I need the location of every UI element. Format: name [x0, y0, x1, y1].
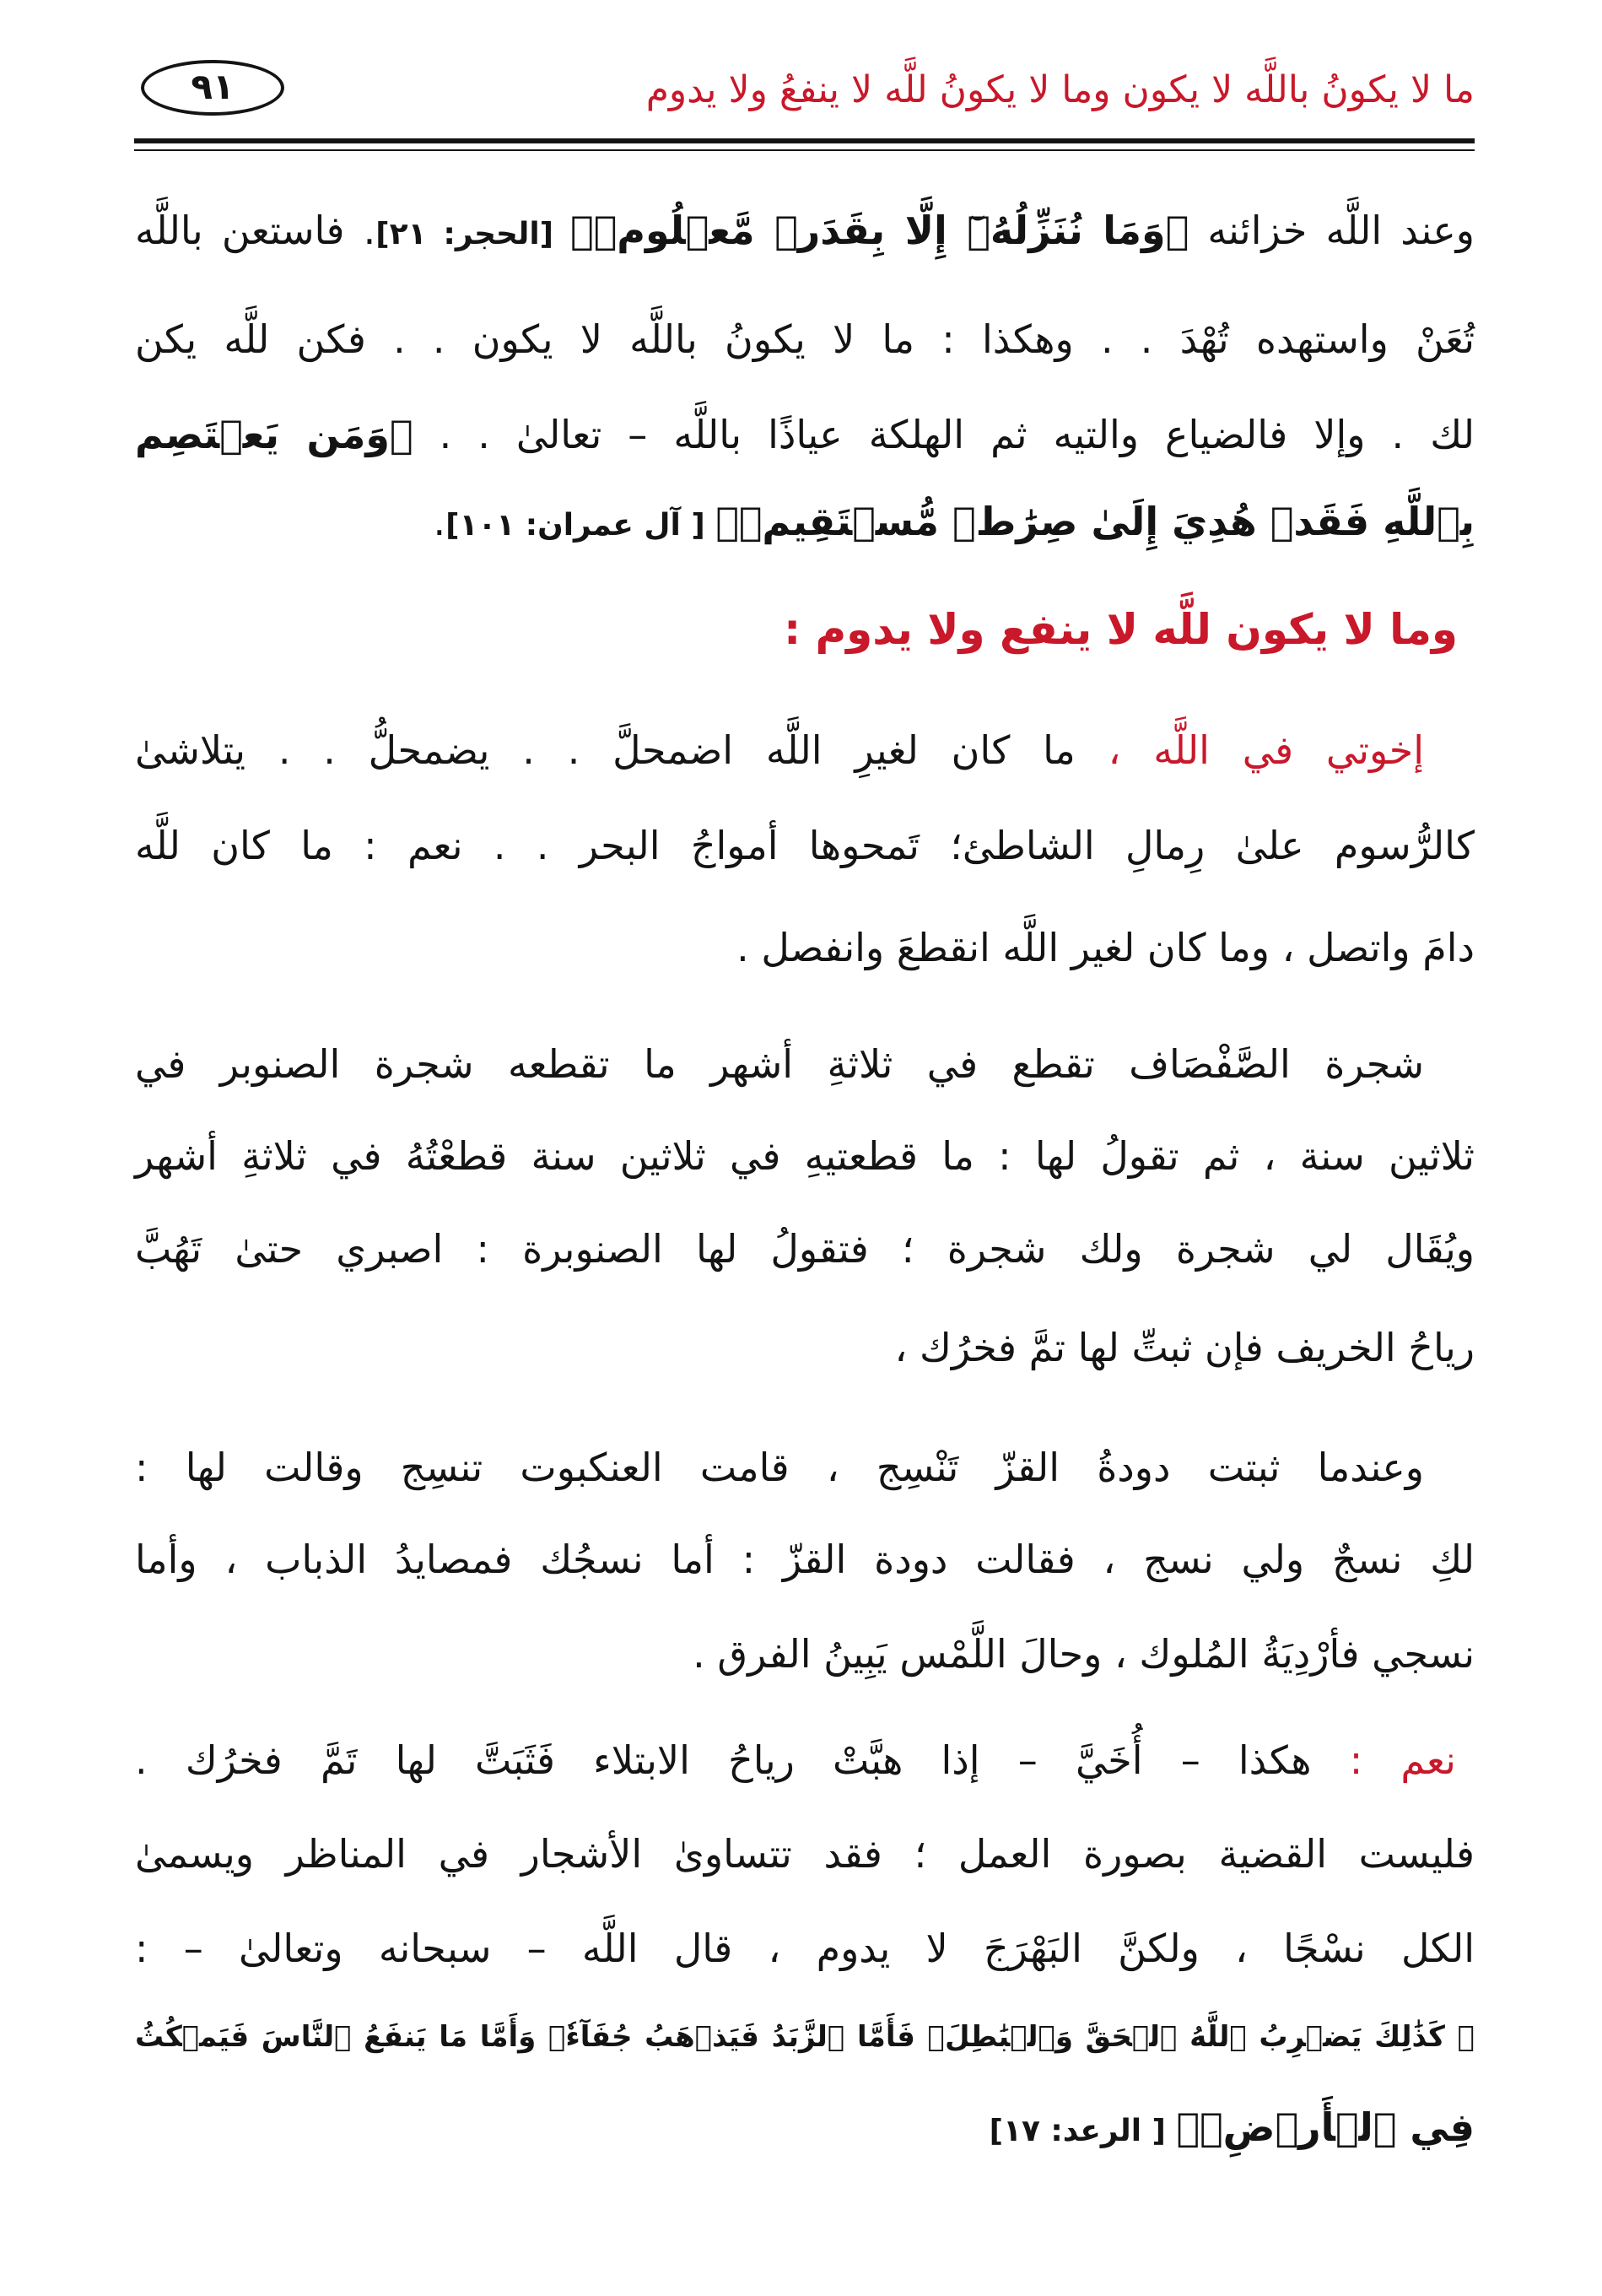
line-text: فليست القضية بصورة العمل ؛ فقد تتساوىٰ الأشجار في المناظر ويسمىٰ [135, 1831, 1475, 1877]
text-line [135, 1995, 1475, 2079]
highlighted-phrase: نعم : [1349, 1737, 1456, 1783]
line-text: وعندما ثبتت دودةُ القزّ تَنْسِج ، قامت العنكبوت تنسِج وقالت لها : [135, 1445, 1424, 1490]
line-text: الكل نسْجًا ، ولكنَّ البَهْرَجَ لا يدوم ، قال اللَّه – سبحانه وتعالىٰ – : [135, 1926, 1475, 1971]
text-line [135, 1812, 1475, 1896]
text-line [135, 188, 1475, 273]
line-text: رياحُ الخريف فإن ثبتِّ لها تمَّ فخرُك ، [894, 1325, 1475, 1370]
text-line [135, 1305, 1475, 1390]
text-line [135, 1517, 1475, 1602]
text-line [135, 392, 1475, 477]
line-text: كالرُّسوم علىٰ رِمالِ الشاطئ؛ تَمحوها أمواجُ البحر . . نعم : ما كان للَّه [135, 823, 1475, 868]
text-line [135, 1906, 1475, 1991]
line-text: . فاستعن باللَّه [135, 208, 376, 253]
line-text: وعند اللَّه خزائنه [1189, 208, 1475, 253]
line-text: . [433, 499, 446, 544]
text-line [135, 905, 1475, 990]
verse-citation: [الحجر: ٢١] [375, 217, 571, 251]
line-text: ما كان لغيرِ اللَّه اضمحلَّ . . يضمحلُّ . . يتلاشىٰ [135, 727, 1108, 773]
highlighted-phrase: إخوتي في اللَّه ، [1108, 727, 1424, 773]
text-line [135, 1207, 1475, 1291]
running-title: ما لا يكونُ باللَّه لا يكون وما لا يكونُ للَّه لا ينفعُ ولا يدوم [645, 68, 1475, 111]
verse-citation: [ آل عمران: ١٠١] [445, 508, 716, 543]
header-rule-thin [134, 149, 1475, 151]
text-line [135, 1612, 1475, 1696]
quran-verse: ﴿وَمَن يَعۡتَصِم [135, 412, 413, 457]
text-line [135, 2085, 1475, 2169]
text-line [135, 479, 1475, 564]
line-text: لك . وإلا فالضياع والتيه ثم الهلكة عياذًا باللَّه – تعالىٰ . . [413, 412, 1475, 457]
text-line [135, 297, 1475, 381]
text-line [135, 1425, 1475, 1510]
quran-verse: ﴿ كَذَٰلِكَ يَضۡرِبُ ٱللَّهُ ٱلۡحَقَّ وَٱلۡبَٰطِلَۚ فَأَمَّا ٱلزَّبَدُ فَيَذۡهَبُ جُفَآءٗۖ وَأَمَّا مَا يَنفَعُ ٱلنَّاسَ فَيَمۡكُثُ [135, 2020, 1475, 2054]
quran-verse: فِي ٱلۡأَرۡضِۚ﴾ [1176, 2104, 1475, 2150]
text-line [135, 1718, 1475, 1802]
line-text: شجرة الصَّفْصَاف تقطع في ثلاثةِ أشهر ما تقطعه شجرة الصنوبر في [135, 1041, 1424, 1087]
section-heading: وما لا يكون للَّه لا ينفع ولا يدوم : [784, 605, 1458, 654]
line-text: ويُقَال لي شجرة ولك شجرة ؛ فتقولُ لها الصنوبرة : اصبري حتىٰ تَهُبَّ [135, 1226, 1475, 1272]
quran-verse: ﴿وَمَا نُنَزِّلُهُۥٓ إِلَّا بِقَدَرٖ مَّعۡلُومٖ﴾ [570, 208, 1189, 253]
line-text: ثلاثين سنة ، ثم تقولُ لها : ما قطعتيهِ في ثلاثين سنة قطعْتُهُ في ثلاثةِ أشهر [135, 1133, 1475, 1179]
text-line [135, 803, 1475, 888]
line-text: تُعَنْ واستهده تُهْدَ . . وهكذا : ما لا يكونُ باللَّه لا يكون . . فكن للَّه يكن [135, 316, 1475, 362]
text-line [135, 1114, 1475, 1198]
line-text: هكذا – أُخَيَّ – إذا هبَّتْ رياحُ الابتلاء فَثَبَتَّ لها تَمَّ فخرُك . [135, 1737, 1350, 1783]
line-text: دامَ واتصل ، وما كان لغير اللَّه انقطعَ وانفصل . [736, 925, 1475, 970]
page-number-badge: ٩١ [141, 60, 284, 116]
text-line [135, 708, 1475, 792]
header-rule-thick [134, 138, 1475, 143]
text-line [135, 1022, 1475, 1106]
quran-verse: بِٱللَّهِ فَقَدۡ هُدِيَ إِلَىٰ صِرَٰطٖ مُّسۡتَقِيمٖ﴾ [715, 499, 1475, 544]
line-text: لكِ نسجٌ ولي نسج ، فقالت دودة القزّ : أما نسجُك فمصايدُ الذباب ، وأما [135, 1537, 1475, 1582]
line-text: نسجي فأرْدِيَةُ المُلوك ، وحالَ اللَّمْس يَبِينُ الفرق . [693, 1631, 1475, 1677]
verse-citation: [ الرعد: ١٧] [989, 2114, 1177, 2148]
